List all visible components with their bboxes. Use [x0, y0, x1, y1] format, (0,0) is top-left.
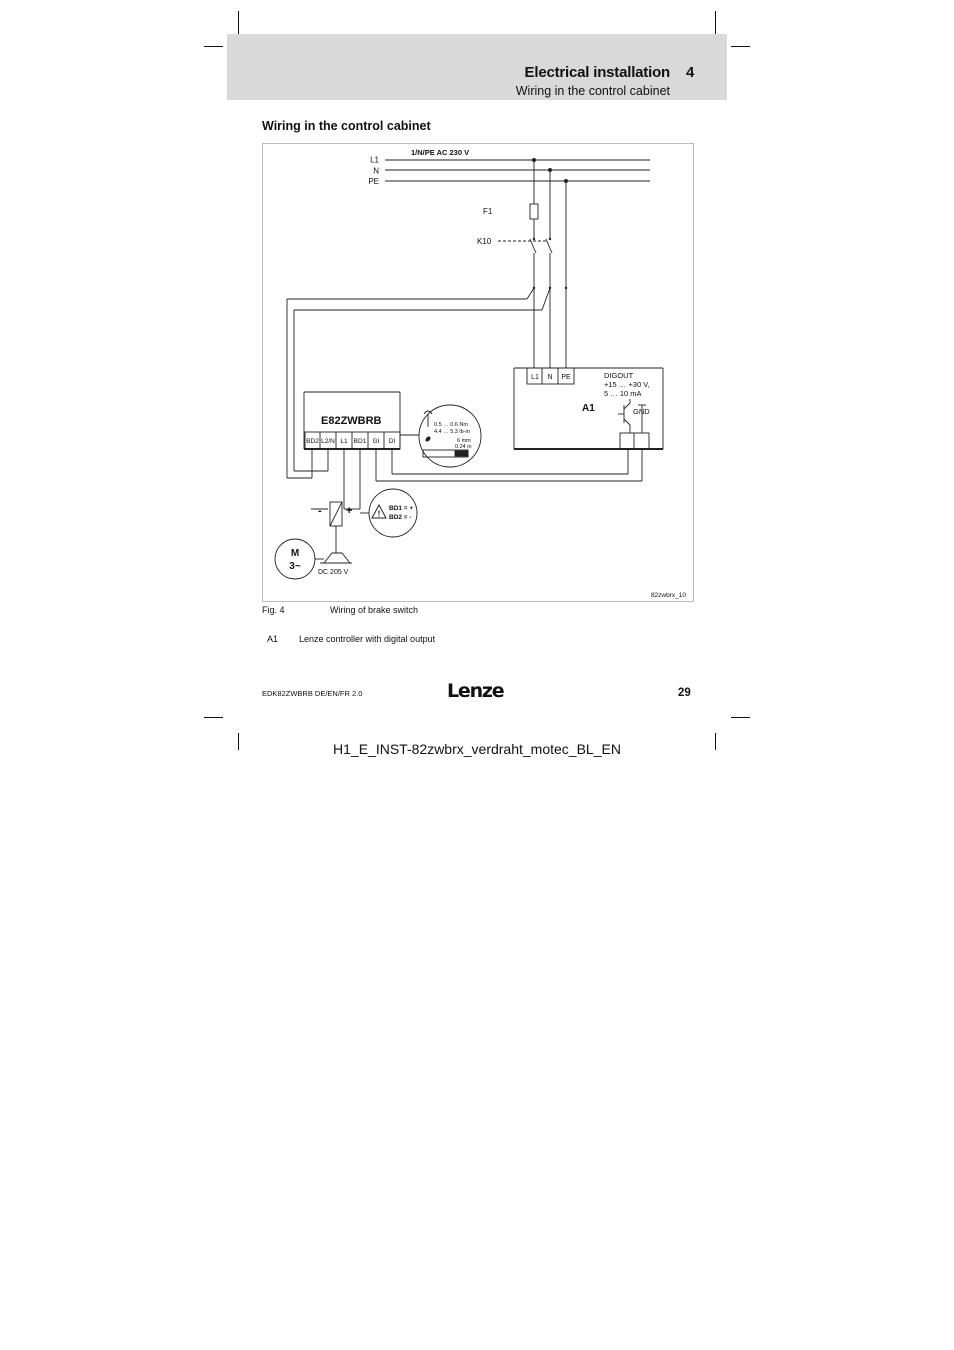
legend-key: A1	[267, 634, 279, 644]
module-terminal-bd2: BD2	[306, 438, 319, 445]
crop-mark	[204, 717, 223, 718]
figure-code: 82zwbrx_10	[650, 592, 686, 599]
digout-voltage: +15 … +30 V,	[604, 380, 650, 389]
module-terminal-l1: L1	[340, 438, 348, 445]
legend-value: Lenze controller with digital output	[299, 634, 436, 644]
document-id: EDK82ZWBRB DE/EN/FR 2.0	[262, 689, 363, 698]
svg-text:!: !	[377, 509, 381, 519]
polarity-warning-bubble	[360, 489, 417, 537]
crop-mark	[238, 11, 239, 34]
figure-label: Fig. 4	[262, 605, 285, 615]
controller-terminal-n: N	[547, 374, 553, 381]
section-title: Wiring in the control cabinet	[262, 119, 431, 133]
fuse-label: F1	[483, 207, 493, 216]
motor-label-phase: 3~	[289, 561, 301, 572]
lenze-logo: Lenze	[447, 680, 504, 702]
line-label-l1: L1	[370, 155, 379, 165]
page-number: 29	[678, 687, 691, 699]
strip-length-in: 0.24 in	[455, 444, 472, 450]
module-terminal-gi: GI	[372, 438, 380, 445]
module-name: E82ZWBRB	[321, 415, 382, 427]
line-label-n: N	[373, 166, 379, 176]
gnd-label: GND	[633, 407, 650, 416]
torque-lbin: 4.4 … 5.3 lb-in	[434, 429, 470, 435]
figure-caption: Wiring of brake switch	[330, 605, 419, 615]
crop-mark	[731, 717, 750, 718]
job-name: H1_E_INST-82zwbrx_verdraht_motec_BL_EN	[333, 741, 621, 757]
torque-nm: 0.5 … 0.6 Nm	[434, 422, 468, 428]
digout-current: 5 … 10 mA	[604, 389, 642, 398]
chapter-subtitle: Wiring in the control cabinet	[515, 84, 670, 98]
crop-mark	[731, 46, 750, 47]
polarity-plus: +	[346, 505, 353, 517]
wiring-diagram	[262, 143, 694, 602]
chapter-title: Electrical installation	[524, 64, 670, 81]
controller-terminal-pe: PE	[561, 374, 571, 381]
polarity-minus: -	[318, 505, 322, 517]
crop-mark	[715, 11, 716, 34]
module-terminal-di: DI	[388, 438, 396, 445]
strip-length-mm: 6 mm	[457, 438, 471, 444]
module-terminal-bd1: BD1	[353, 438, 367, 445]
chapter-number: 4	[686, 64, 695, 81]
controller-terminal-l1: L1	[531, 374, 539, 381]
motor-symbol	[275, 539, 315, 579]
polarity-bd1: BD1 = +	[389, 505, 414, 512]
fuse-symbol	[530, 204, 538, 219]
brake-voltage-label: DC 205 V	[318, 569, 349, 576]
controller-name: A1	[582, 403, 595, 414]
crop-mark	[204, 46, 223, 47]
digout-label: DIGOUT	[604, 371, 634, 380]
line-label-pe: PE	[368, 177, 379, 186]
motor-label-m: M	[290, 548, 300, 559]
polarity-bd2: BD2 = -	[389, 514, 412, 521]
contactor-label: K10	[477, 237, 492, 246]
module-terminal-l2n: L2/N	[321, 438, 335, 445]
torque-info-bubble	[400, 405, 481, 467]
supply-label: 1/N/PE AC 230 V	[411, 148, 470, 157]
